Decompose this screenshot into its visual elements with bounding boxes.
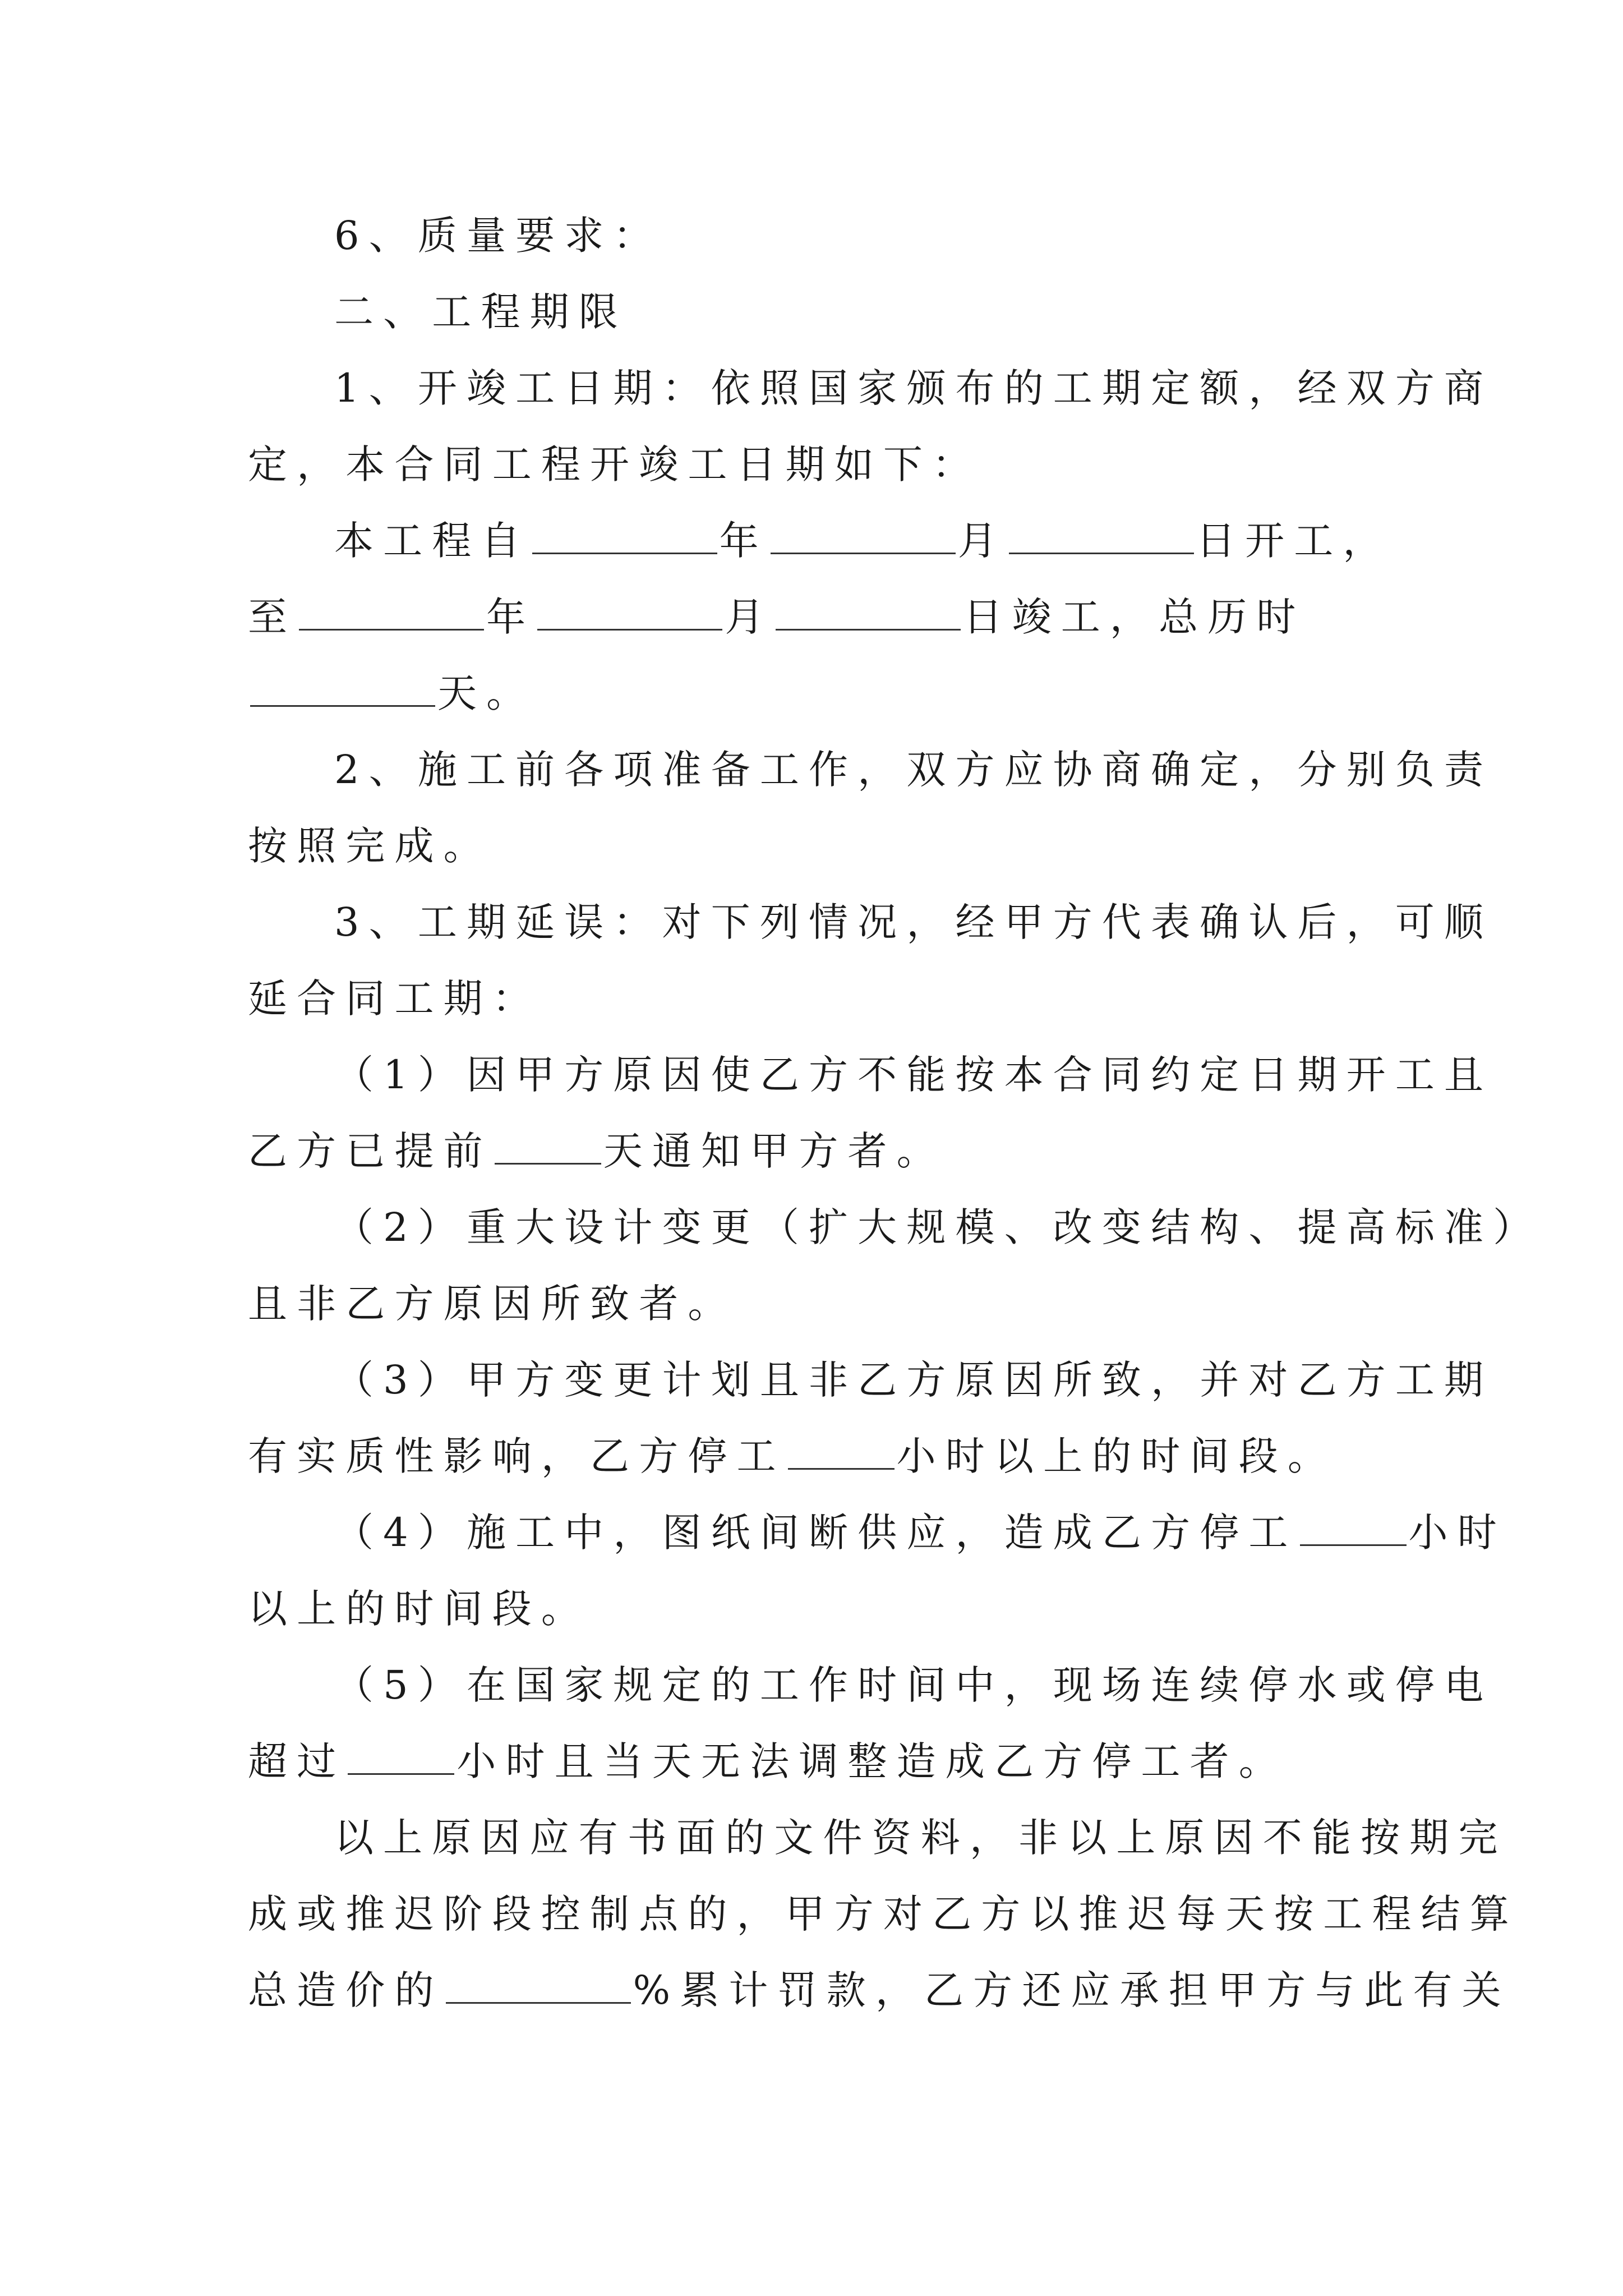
list-item-2-cont: 且非乙方原因所致者。 — [248, 1281, 737, 1327]
blank-end-year — [299, 590, 484, 631]
paragraph-line: 2、施工前各项准备工作，双方应协商确定，分别负责 — [334, 747, 1493, 793]
list-item-4: （4）施工中，图纸间断供应，造成乙方停工 小时 — [334, 1504, 1506, 1561]
blank-start-month — [771, 513, 956, 554]
paragraph-line: 按照完成。 — [248, 823, 492, 869]
penalty-fill-line: 总造价的 %累计罚款，乙方还应承担甲方与此有关 — [248, 1962, 1511, 2018]
blank-start-day — [1009, 513, 1194, 554]
list-item-4-cont: 以上的时间段。 — [248, 1586, 591, 1632]
date-fill-line: 至 年 月 日竣工，总历时 — [248, 589, 1306, 645]
blank-penalty-percent — [446, 1963, 631, 2004]
duration-fill-line: 天。 — [248, 665, 535, 721]
blank-total-days — [250, 666, 435, 707]
section-heading-project-period: 二、工程期限 — [334, 289, 628, 335]
list-item-1-cont: 乙方已提前 天通知甲方者。 — [248, 1123, 946, 1179]
blank-outage-hours — [348, 1734, 454, 1775]
paragraph-line: 延合同工期： — [248, 976, 541, 1022]
date-fill-line: 本工程自 年 月 日开工， — [334, 513, 1392, 569]
list-item-3-cont: 有实质性影响，乙方停工 小时以上的时间段。 — [248, 1428, 1336, 1484]
blank-end-day — [776, 590, 961, 631]
line-quality-requirements: 6、质量要求： — [334, 213, 662, 259]
paragraph-line: 成或推迟阶段控制点的，甲方对乙方以推迟每天按工程结算 — [248, 1891, 1519, 1937]
blank-end-month — [537, 590, 722, 631]
list-item-2: （2）重大设计变更（扩大规模、改变结构、提高标准） — [334, 1204, 1542, 1250]
list-item-1: （1）因甲方原因使乙方不能按本合同约定日期开工且 — [334, 1052, 1493, 1098]
paragraph-line: 3、工期延误：对下列情况，经甲方代表确认后，可顺 — [334, 899, 1493, 945]
paragraph-line: 以上原因应有书面的文件资料，非以上原因不能按期完 — [334, 1815, 1507, 1861]
list-item-5: （5）在国家规定的工作时间中，现场连续停水或停电 — [334, 1662, 1493, 1708]
paragraph-line: 定，本合同工程开竣工日期如下： — [248, 441, 981, 487]
list-item-5-cont: 超过 小时且当天无法调整造成乙方停工者。 — [248, 1733, 1288, 1789]
blank-notice-days — [495, 1124, 601, 1165]
blank-drawing-hours — [1300, 1505, 1407, 1546]
blank-start-year — [532, 513, 717, 554]
list-item-3: （3）甲方变更计划且非乙方原因所致，并对乙方工期 — [334, 1357, 1493, 1403]
blank-stoppage-hours — [788, 1429, 895, 1470]
paragraph-line: 1、开竣工日期：依照国家颁布的工期定额，经双方商 — [334, 365, 1493, 411]
